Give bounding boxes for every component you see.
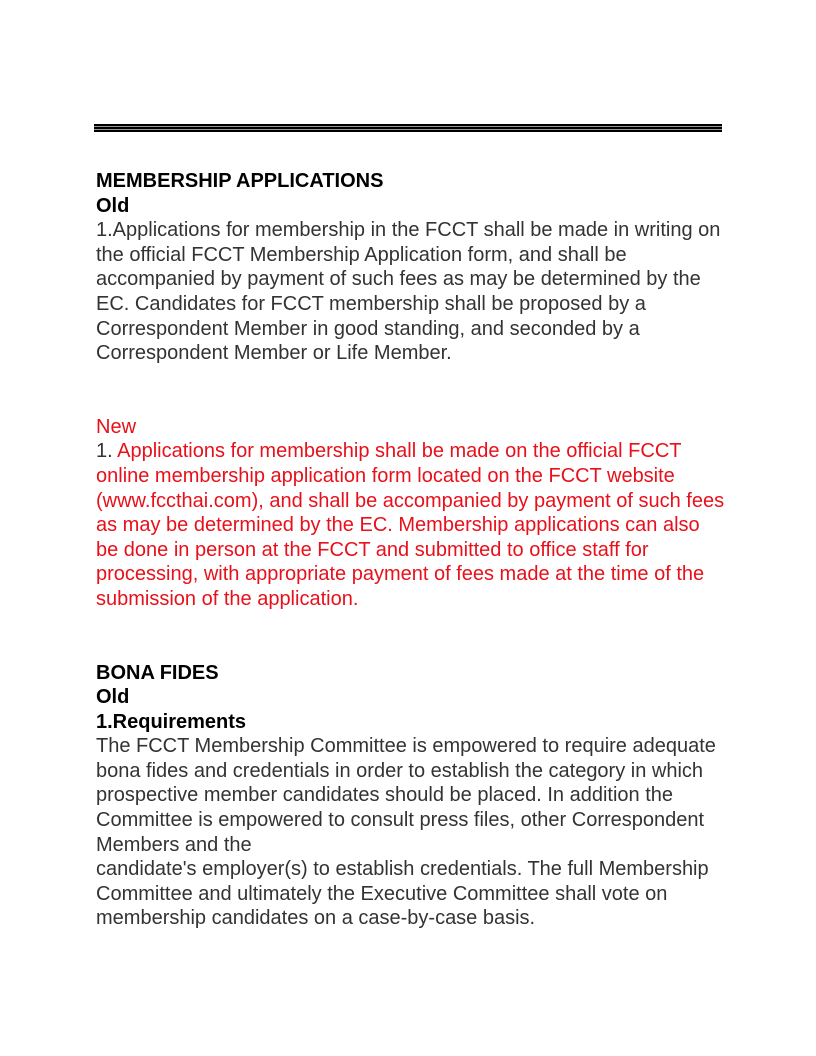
new-label: New: [96, 415, 137, 438]
old-membership-text: 1.Applications for membership in the FCCT shall be made in writing on the official FCCT Membership Application form, and shall be accompanied by payment of such fees as may be determined by the EC. Candidates for FCCT membership shall be proposed by a Correspondent Member in good standing, and seconded by a Correspondent Member or Life Member.: [96, 219, 721, 365]
old-label: Old: [96, 194, 130, 217]
header-triple-rule: [94, 124, 722, 132]
section-title-bona-fides: BONA FIDES: [96, 661, 219, 684]
bona-fides-text-a: The FCCT Membership Committee is empowered to require adequate bona fides and credentials in order to establish the category in which prospective member candidates should be placed. In addition the Committee is empowered to consult press files, other Correspondent Members and the: [96, 735, 716, 856]
requirements-subtitle: 1.Requirements: [96, 710, 247, 733]
item-number: 1.: [96, 440, 118, 463]
document-body: [96, 169, 726, 931]
old-label: Old: [96, 686, 130, 709]
new-membership-paragraph: [96, 439, 726, 611]
section-title-membership-applications: MEMBERSHIP APPLICATIONS: [96, 170, 384, 192]
bona-fides-text-b: candidate's employer(s) to establish credentials. The full Membership Committee and ultimately the Executive Committee shall vote on membership candidates on a case-by-case basis.: [96, 858, 709, 930]
new-membership-text: Applications for membership shall be made on the official FCCT online membership application form located on the FCCT website (www.fccthai.com), and shall be accompanied by payment of such fees as may be determined by the EC. Membership applications can also be done in person at the FCCT and submitted to office staff for processing, with appropriate payment of fees made at the time of the submission of the application.: [96, 440, 725, 610]
